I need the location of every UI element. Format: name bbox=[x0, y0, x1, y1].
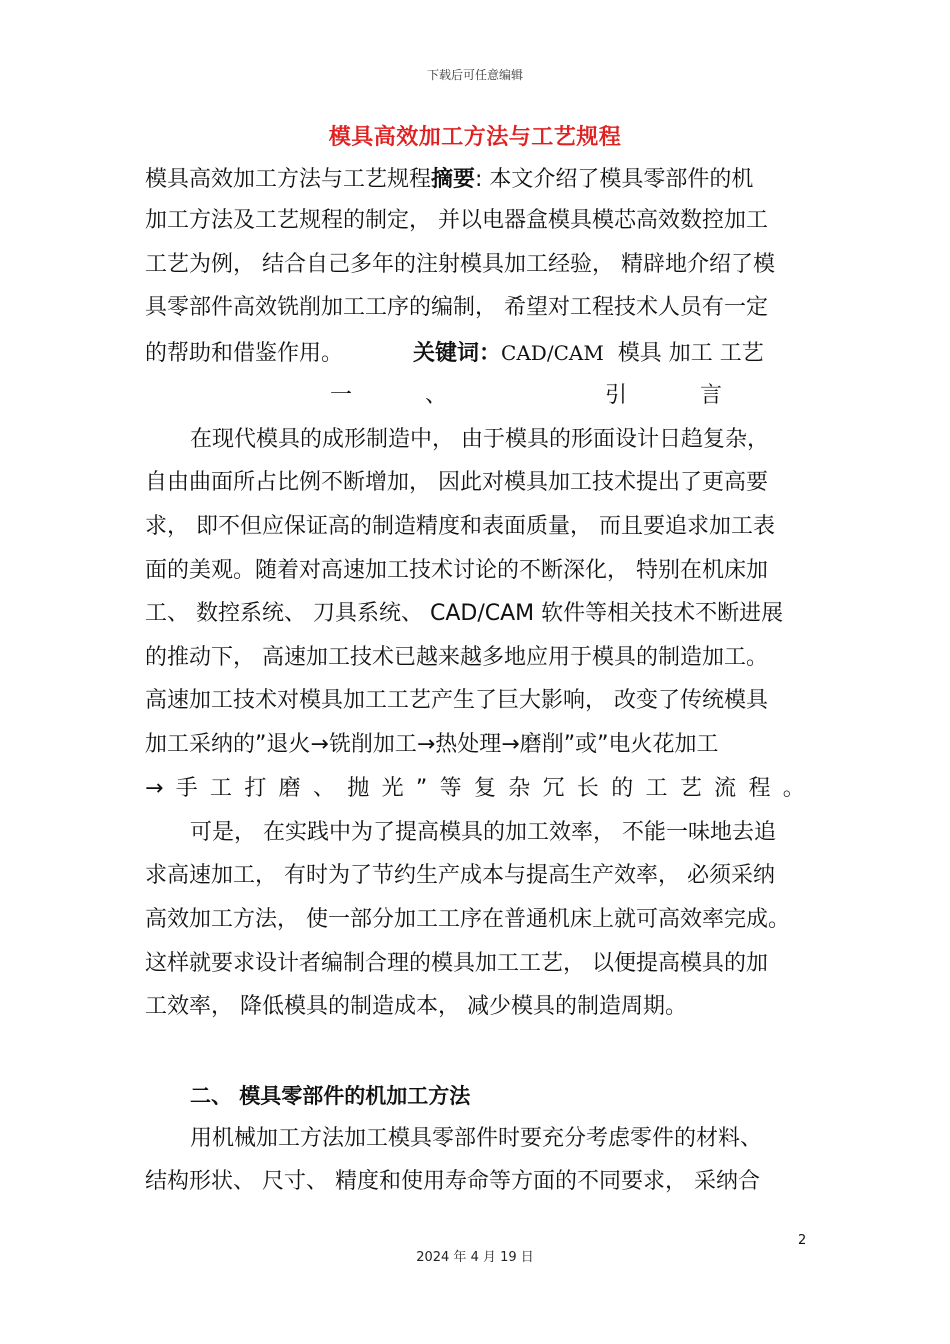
para1-line-8: 加工采纳的”退火→铣削加工→热处理→磨削”或”电火花加工 bbox=[145, 732, 719, 757]
para2-line-5: 工效率， 降低模具的制造成本， 减少模具的制造周期。 bbox=[145, 994, 687, 1019]
abstract-line-1-rest: : 本文介绍了模具零部件的机 bbox=[475, 167, 754, 192]
spread-char: 抛 bbox=[347, 776, 370, 801]
para1-line-2: 自由曲面所占比例不断增加， 因此对模具加工技术提出了更高要 bbox=[145, 470, 768, 495]
heading-char-3: 引 bbox=[605, 383, 628, 408]
spread-char: 程 bbox=[748, 776, 771, 801]
spread-char: 工 bbox=[210, 776, 233, 801]
heading-char-2: 、 bbox=[425, 383, 448, 408]
spread-char: 、 bbox=[312, 776, 335, 801]
spread-char: 杂 bbox=[508, 776, 531, 801]
para2-line-4: 这样就要求设计者编制合理的模具加工工艺， 以便提高模具的加 bbox=[145, 951, 768, 976]
abstract-line-4: 具零部件高效铣削加工工序的编制， 希望对工程技术人员有一定 bbox=[145, 295, 768, 320]
spread-char: 冗 bbox=[542, 776, 565, 801]
abstract-line-5: 的帮助和借鉴作用。 关键词：CAD/CAM 模具 加工 工艺 bbox=[145, 341, 764, 366]
spread-char: 等 bbox=[439, 776, 462, 801]
spread-char: → bbox=[145, 776, 164, 801]
footer-date: 2024 年 4 月 19 日 bbox=[416, 1250, 534, 1265]
keywords-list: 模具 加工 工艺 bbox=[617, 341, 764, 366]
para1-line-9 bbox=[145, 774, 805, 804]
para2-line-3: 高效加工方法， 使一部分加工工序在普通机床上就可高效率完成。 bbox=[145, 907, 790, 932]
spread-char: 磨 bbox=[278, 776, 301, 801]
spread-char: 。 bbox=[782, 776, 805, 801]
spread-char: 手 bbox=[175, 776, 198, 801]
document-title: 模具高效加工方法与工艺规程 bbox=[328, 125, 622, 150]
para1-line-5: 工、 数控系统、 刀具系统、 CAD/CAM 软件等相关技术不断进展 bbox=[145, 601, 784, 626]
abstract-line-2: 加工方法及工艺规程的制定， 并以电器盒模具模芯高效数控加工 bbox=[145, 208, 768, 233]
section2-line-1: 用机械加工方法加工模具零部件时要充分考虑零件的材料、 bbox=[190, 1126, 763, 1151]
spread-char: 长 bbox=[576, 776, 599, 801]
abstract-label: 摘要 bbox=[431, 167, 476, 192]
page-number: 2 bbox=[798, 1233, 807, 1248]
para1-line-1: 在现代模具的成形制造中， 由于模具的形面设计日趋复杂， bbox=[190, 427, 769, 452]
spread-char: 复 bbox=[473, 776, 496, 801]
para2-line-1: 可是， 在实践中为了提高模具的加工效率， 不能一味地去追 bbox=[190, 820, 776, 845]
para1-line-3: 求， 即不但应保证高的制造精度和表面质量， 而且要追求加工表 bbox=[145, 514, 775, 539]
abstract-title-prefix: 模具高效加工方法与工艺规程 bbox=[145, 167, 432, 192]
heading-char-4: 言 bbox=[700, 383, 723, 408]
keywords-label: 关键词 bbox=[413, 341, 480, 366]
section2-line-2: 结构形状、 尺寸、 精度和使用寿命等方面的不同要求， 采纳合 bbox=[145, 1169, 760, 1194]
abstract-line-3: 工艺为例， 结合自己多年的注射模具加工经验， 精辟地介绍了模 bbox=[145, 252, 775, 277]
spread-char: ” bbox=[415, 776, 428, 801]
abstract-line-1 bbox=[145, 165, 753, 195]
para1-line-6: 的推动下， 高速加工技术已越来越多地应用于模具的制造加工。 bbox=[145, 645, 768, 670]
para1-line-4: 面的美观。随着对高速加工技术讨论的不断深化， 特别在机床加 bbox=[145, 558, 768, 583]
abstract-line-5-text: 的帮助和借鉴作用。 bbox=[145, 341, 344, 366]
para2-line-2: 求高速加工， 有时为了节约生产成本与提高生产效率， 必须采纳 bbox=[145, 863, 775, 888]
spread-char: 的 bbox=[611, 776, 634, 801]
spread-char: 打 bbox=[244, 776, 267, 801]
spread-char: 光 bbox=[381, 776, 404, 801]
header-note: 下载后可任意编辑 bbox=[426, 68, 523, 82]
section-2-heading: 二、 模具零部件的机加工方法 bbox=[190, 1084, 471, 1108]
keywords-cad-cam: CAD/CAM bbox=[501, 341, 604, 365]
heading-char-1: 一 bbox=[330, 383, 353, 408]
spread-char: 艺 bbox=[679, 776, 702, 801]
para1-line-7: 高速加工技术对模具加工工艺产生了巨大影响， 改变了传统模具 bbox=[145, 688, 768, 713]
spread-char: 工 bbox=[645, 776, 668, 801]
spread-char: 流 bbox=[714, 776, 737, 801]
